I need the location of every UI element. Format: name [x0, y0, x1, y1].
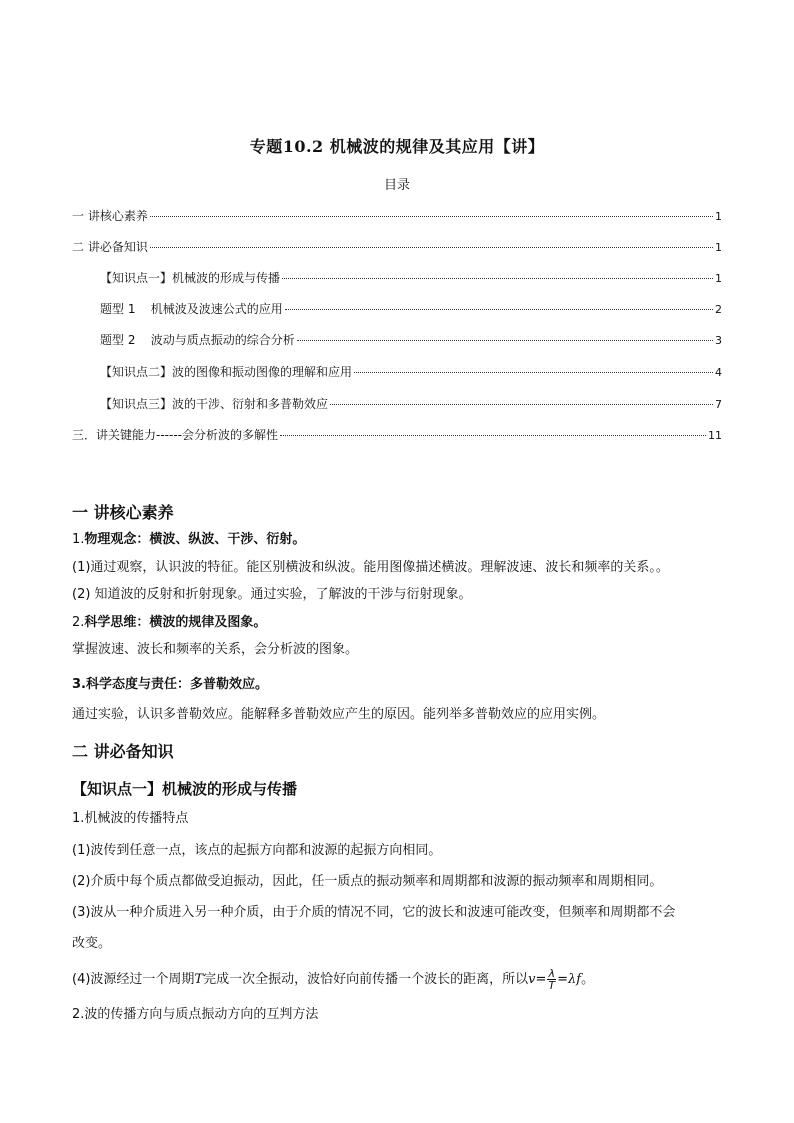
paragraph: 1.物理观念：横波、纵波、干涉、衍射。	[72, 532, 306, 547]
toc-entry-text: 【知识点三】波的干涉、衍射和多普勒效应	[100, 397, 329, 411]
toc-entry-page: 11	[708, 429, 722, 442]
toc-entry-page: 4	[715, 366, 722, 379]
paragraph: (2)介质中每个质点都做受迫振动，因此，任一质点的振动频率和周期都和波源的振动频率和周期相同。	[72, 874, 663, 889]
toc-entry[interactable]	[72, 207, 722, 224]
toc-entry-text: 一 讲核心素养	[72, 209, 148, 223]
fraction-lambda-over-T: $\frac{\lambda}{T}$	[548, 967, 556, 992]
toc-entry[interactable]	[100, 269, 722, 286]
paragraph: 2.科学思维：横波的规律及图象。	[72, 615, 267, 630]
toc-entry-text: 题型 1 机械波及波速公式的应用	[100, 302, 283, 316]
paragraph: 1.机械波的传播特点	[72, 811, 189, 826]
paragraph: (3)波从一种介质进入另一种介质，由于介质的情况不同，它的波长和波速可能改变，但频率和周期都不会	[72, 905, 676, 920]
bold-text: 物理观念：横波、纵波、干涉、衍射。	[84, 532, 306, 547]
toc-leader-dots	[280, 435, 706, 436]
variable-v: v	[528, 972, 536, 987]
toc-entry-text: 【知识点一】机械波的形成与传播	[100, 271, 281, 285]
paragraph: (2) 知道波的反射和折射现象。通过实验，了解波的干涉与衍射现象。	[72, 587, 472, 602]
variable-lambda-f: λf	[568, 972, 582, 987]
toc-leader-dots	[285, 309, 713, 310]
bold-text: 3.科学态度与责任：多普勒效应。	[72, 677, 268, 692]
toc-entry-page: 1	[715, 241, 722, 254]
toc-entry[interactable]	[100, 300, 722, 317]
toc-entry-page: 2	[715, 303, 722, 316]
document-title: 专题10.2 机械波的规律及其应用【讲】	[249, 137, 545, 156]
paragraph: 改变。	[72, 936, 112, 951]
paragraph: 掌握波速、波长和频率的关系，会分析波的图象。	[72, 642, 359, 657]
toc-leader-dots	[150, 216, 713, 217]
toc-entry[interactable]	[100, 363, 722, 380]
toc-leader-dots	[297, 340, 713, 341]
paragraph-with-formula: (4)波源经过一个周期T完成一次全振动，波恰好向前传播一个波长的距离，所以v= $\frac{\lambda}{T}$ =λf。	[72, 967, 595, 992]
toc-entry-text: 三．讲关键能力------会分析波的多解性	[72, 428, 278, 442]
toc-heading: 目录	[383, 178, 410, 193]
section-heading-core-literacy: 一 讲核心素养	[72, 503, 174, 522]
variable-T: T	[194, 972, 204, 987]
knowledge-point-heading: 【知识点一】机械波的形成与传播	[72, 780, 298, 798]
toc-entry[interactable]	[100, 395, 722, 412]
toc-entry[interactable]	[72, 238, 722, 255]
toc-entry[interactable]	[72, 426, 722, 443]
paragraph: 2.波的传播方向与质点振动方向的互判方法	[72, 1007, 319, 1022]
toc-entry-page: 3	[715, 334, 722, 347]
toc-entry-text: 二 讲必备知识	[72, 240, 148, 254]
toc-entry-text: 题型 2 波动与质点振动的综合分析	[100, 333, 295, 347]
bold-text: 科学思维：横波的规律及图象。	[84, 615, 267, 630]
toc-entry-page: 1	[715, 272, 722, 285]
paragraph: (1)波传到任意一点，该点的起振方向都和波源的起振方向相同。	[72, 843, 442, 858]
toc-leader-dots	[282, 278, 713, 279]
toc-leader-dots	[330, 404, 713, 405]
toc-leader-dots	[150, 247, 713, 248]
toc-entry[interactable]	[100, 331, 722, 348]
paragraph: 通过实验，认识多普勒效应。能解释多普勒效应产生的原因。能列举多普勒效应的应用实例。	[72, 707, 606, 722]
paragraph	[72, 670, 732, 700]
toc-entry-page: 1	[715, 210, 722, 223]
toc-leader-dots	[354, 372, 713, 373]
section-heading-essential-knowledge: 二 讲必备知识	[72, 742, 174, 761]
toc-entry-text: 【知识点二】波的图像和振动图像的理解和应用	[100, 365, 353, 379]
paragraph: (1)通过观察，认识波的特征。能区别横波和纵波。能用图像描述横波。理解波速、波长和频率的关系。。	[72, 560, 669, 575]
toc-entry-page: 7	[715, 398, 722, 411]
